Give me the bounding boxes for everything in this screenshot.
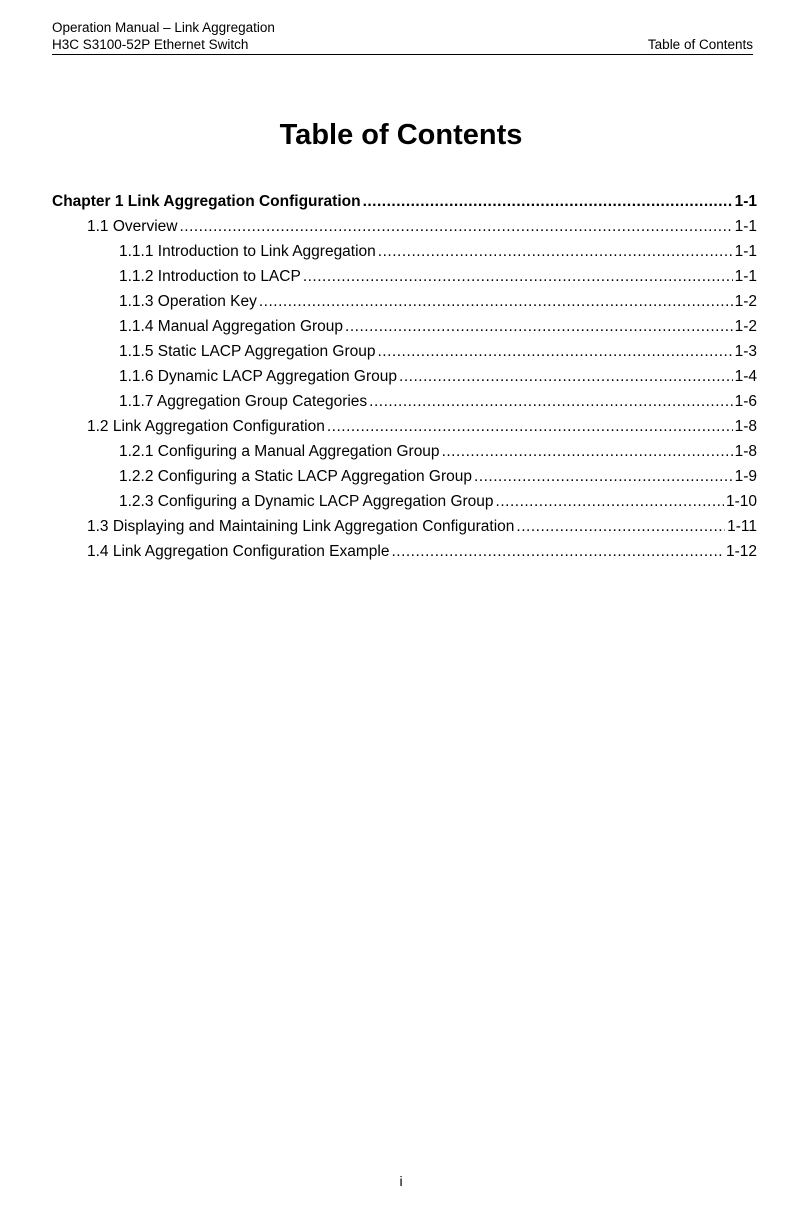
toc-dot-leader xyxy=(179,214,732,239)
page-header xyxy=(52,20,753,55)
toc-entry-1-1-2[interactable] xyxy=(52,264,757,289)
toc-entry-title: Chapter 1 Link Aggregation Configuration xyxy=(52,193,361,210)
toc-dot-leader xyxy=(516,514,725,539)
header-section-name: Table of Contents xyxy=(647,37,753,52)
toc-entry-title: 1.1.5 Static LACP Aggregation Group xyxy=(119,343,376,360)
toc-entry-title: 1.1.6 Dynamic LACP Aggregation Group xyxy=(119,368,398,385)
toc-entry-page: 1-9 xyxy=(734,468,757,485)
toc-dot-leader xyxy=(378,339,733,364)
toc-dot-leader xyxy=(363,190,733,214)
toc-entry-title: 1.2 Link Aggregation Configuration xyxy=(87,418,325,435)
toc-dot-leader xyxy=(303,264,733,289)
toc-dot-leader xyxy=(399,364,733,389)
toc-entry-title: 1.3 Displaying and Maintaining Link Aggregation Configuration xyxy=(87,518,515,535)
toc-entry-title: 1.2.2 Configuring a Static LACP Aggregation Group xyxy=(119,468,472,485)
toc-dot-leader xyxy=(474,464,733,489)
toc-entry-1-1-7[interactable] xyxy=(52,389,757,414)
toc-entry-page: 1-4 xyxy=(734,368,757,385)
header-product-name: H3C S3100-52P Ethernet Switch xyxy=(52,37,249,52)
toc-dot-leader xyxy=(345,314,733,339)
toc-entry-1-1-4[interactable] xyxy=(52,314,757,339)
toc-entry-page: 1-1 xyxy=(734,268,757,285)
toc-dot-leader xyxy=(369,389,732,414)
toc-list xyxy=(52,190,757,564)
toc-entry-title: 1.2.3 Configuring a Dynamic LACP Aggregation Group xyxy=(119,493,494,510)
toc-entry-1-1-6[interactable] xyxy=(52,364,757,389)
header-manual-title: Operation Manual – Link Aggregation xyxy=(52,20,275,35)
toc-entry-page: 1-6 xyxy=(734,393,757,410)
toc-entry-title: 1.1.3 Operation Key xyxy=(119,293,257,310)
toc-entry-1-1-5[interactable] xyxy=(52,339,757,364)
toc-entry-title: 1.2.1 Configuring a Manual Aggregation Group xyxy=(119,443,440,460)
toc-dot-leader xyxy=(496,489,724,514)
toc-entry-1-2-3[interactable] xyxy=(52,489,757,514)
toc-entry-1-2[interactable] xyxy=(52,414,757,439)
toc-entry-1-1[interactable] xyxy=(52,214,757,239)
toc-entry-page: 1-8 xyxy=(734,418,757,435)
toc-entry-title: 1.1.2 Introduction to LACP xyxy=(119,268,301,285)
toc-entry-1-2-1[interactable] xyxy=(52,439,757,464)
toc-entry-page: 1-12 xyxy=(725,543,757,560)
toc-entry-title: 1.1.4 Manual Aggregation Group xyxy=(119,318,344,335)
toc-entry-title: 1.1.1 Introduction to Link Aggregation xyxy=(119,243,376,260)
toc-entry-title: 1.1.7 Aggregation Group Categories xyxy=(119,393,368,410)
toc-dot-leader xyxy=(442,439,733,464)
toc-entry-chapter-1[interactable] xyxy=(52,190,757,214)
toc-entry-page: 1-1 xyxy=(734,193,757,210)
toc-entry-page: 1-11 xyxy=(727,518,757,535)
toc-dot-leader xyxy=(327,414,733,439)
toc-entry-page: 1-1 xyxy=(734,218,757,235)
toc-entry-1-2-2[interactable] xyxy=(52,464,757,489)
toc-entry-page: 1-8 xyxy=(734,443,757,460)
toc-entry-1-1-1[interactable] xyxy=(52,239,757,264)
toc-entry-1-1-3[interactable] xyxy=(52,289,757,314)
toc-dot-leader xyxy=(378,239,733,264)
page-number: i xyxy=(399,1173,403,1189)
toc-entry-title: 1.1 Overview xyxy=(87,218,178,235)
toc-entry-page: 1-1 xyxy=(734,243,757,260)
toc-entry-page: 1-2 xyxy=(734,293,757,310)
toc-entry-title: 1.4 Link Aggregation Configuration Example xyxy=(87,543,390,560)
page-title: Table of Contents xyxy=(279,119,523,151)
toc-dot-leader xyxy=(259,289,733,314)
toc-entry-page: 1-10 xyxy=(725,493,757,510)
toc-entry-1-4[interactable] xyxy=(52,539,757,564)
toc-dot-leader xyxy=(391,539,724,564)
toc-entry-1-3[interactable] xyxy=(52,514,757,539)
toc-entry-page: 1-2 xyxy=(734,318,757,335)
toc-entry-page: 1-3 xyxy=(734,343,757,360)
